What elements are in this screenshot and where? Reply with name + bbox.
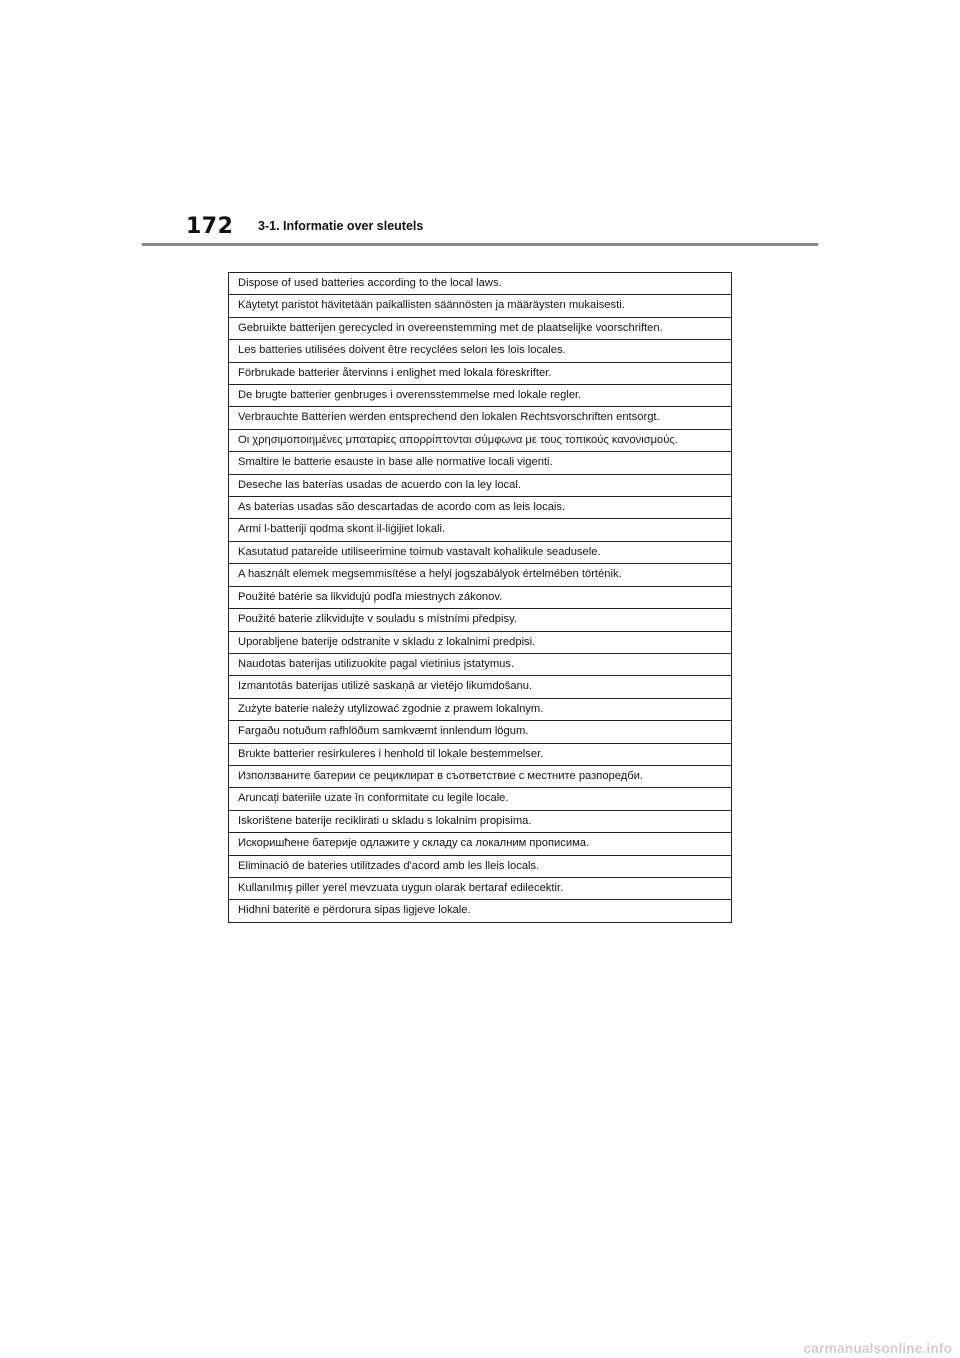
page-number: 172	[186, 214, 234, 239]
section-title: 3-1. Informatie over sleutels	[258, 219, 424, 233]
table-row: Käytetyt paristot hävitetään paikallisten säännösten ja määräysten mukaisesti.	[229, 295, 731, 317]
table-row: Използваните батерии се рециклират в съответствие с местните разпоредби.	[229, 766, 731, 788]
table-row: Brukte batterier resirkuleres i henhold til lokale bestemmelser.	[229, 744, 731, 766]
table-row: Искоришћене батерије одлажите у складу са локалним прописима.	[229, 833, 731, 855]
table-row: Izmantotās baterijas utilizē saskaņā ar vietējo likumdošanu.	[229, 676, 731, 698]
table-row: Les batteries utilisées doivent être recyclées selon les lois locales.	[229, 340, 731, 362]
table-row: De brugte batterier genbruges i overensstemmelse med lokale regler.	[229, 385, 731, 407]
table-row: Verbrauchte Batterien werden entsprechend den lokalen Rechtsvorschriften entsorgt.	[229, 407, 731, 429]
table-row: Naudotas baterijas utilizuokite pagal vietinius įstatymus.	[229, 654, 731, 676]
battery-disposal-table	[228, 272, 732, 923]
table-row: Kasutatud patareide utiliseerimine toimub vastavalt kohalikule seadusele.	[229, 542, 731, 564]
table-row: A használt elemek megsemmisítése a helyi jogszabályok értelmében történik.	[229, 564, 731, 586]
table-row: Gebruikte batterijen gerecycled in overeenstemming met de plaatselijke voorschriften.	[229, 318, 731, 340]
table-row: Dispose of used batteries according to the local laws.	[229, 273, 731, 295]
table-row: Deseche las baterías usadas de acuerdo con la ley local.	[229, 475, 731, 497]
table-row: Použité baterie zlikvidujte v souladu s místními předpisy.	[229, 609, 731, 631]
table-row: Uporabljene baterije odstranite v skladu z lokalnimi predpisi.	[229, 632, 731, 654]
table-row: Zużyte baterie należy utylizować zgodnie z prawem lokalnym.	[229, 699, 731, 721]
watermark: carmanualsonline.info	[803, 1340, 952, 1356]
table-row: Eliminació de bateries utilitzades d'acord amb les lleis locals.	[229, 856, 731, 878]
table-row: Použité batérie sa likvidujú podľa miestnych zákonov.	[229, 587, 731, 609]
table-row: Οι χρησιμοποιημένες μπαταρίες απορρίπτονται σύμφωνα με τους τοπικούς κανονισμούς.	[229, 430, 731, 452]
table-row: Fargaðu notuðum rafhlöðum samkvæmt innlendum lögum.	[229, 721, 731, 743]
table-row: Kullanılmış piller yerel mevzuata uygun olarak bertaraf edilecektir.	[229, 878, 731, 900]
table-row: Iskorištene baterije reciklirati u skladu s lokalnim propisima.	[229, 811, 731, 833]
table-row: Smaltire le batterie esauste in base alle normative locali vigenti.	[229, 452, 731, 474]
table-row: Armi l-batteriji qodma skont il-liġijiet lokali.	[229, 519, 731, 541]
header-divider	[142, 243, 818, 246]
table-row: Hidhni bateritë e përdorura sipas ligjeve lokale.	[238, 904, 471, 917]
table-row: Förbrukade batterier återvinns i enlighet med lokala föreskrifter.	[229, 363, 731, 385]
table-row: As baterias usadas são descartadas de acordo com as leis locais.	[229, 497, 731, 519]
table-row: Aruncați bateriile uzate în conformitate cu legile locale.	[229, 788, 731, 810]
